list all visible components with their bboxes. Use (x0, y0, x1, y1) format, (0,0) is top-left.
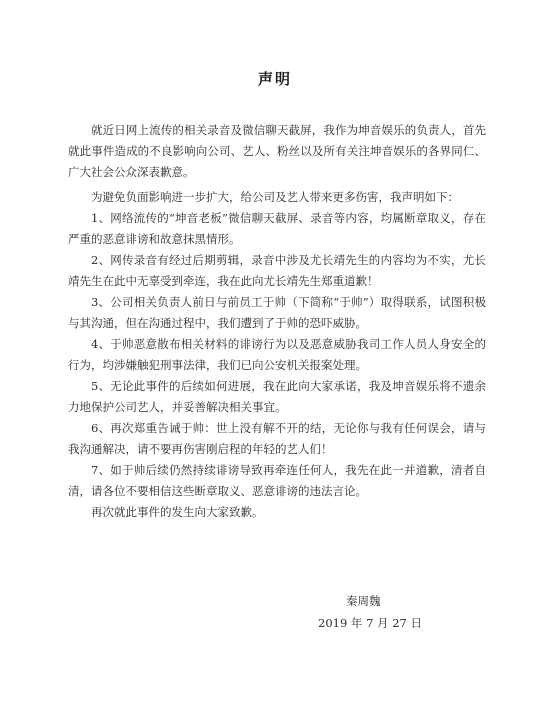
signature-date: 2019 年 7 月 27 日 (318, 616, 422, 630)
paragraph-closing: 再次就此事件的发生向大家致歉。 (91, 505, 264, 519)
paragraph-item-5: 5、无论此事件的后续如何进展，我在此向大家承诺，我及坤音娱乐将不遗余力地保护公司艺人，并妥善解决相关事宜。 (68, 379, 486, 414)
paragraph-item-3: 3、公司相关负责人前日与前员工于帅（下简称“于帅”）取得联系，试图积极与其沟通，但在沟通过程中，我们遭到了于帅的恐吓威胁。 (68, 295, 486, 330)
paragraph-intro: 就近日网上流传的相关录音及微信聊天截屏，我作为坤音娱乐的负责人，首先就此事件造成的不良影响向公司、艺人、粉丝以及所有关注坤音娱乐的各界同仁、广大社会公众深表歉意。 (68, 123, 486, 179)
signature-name: 秦周魏 (346, 594, 381, 608)
paragraph-item-6: 6、再次郑重告诫于帅：世上没有解不开的结，无论你与我有任何误会，请与我沟通解决，请不要再伤害刚启程的年轻的艺人们！ (68, 421, 486, 456)
document-body (68, 120, 486, 523)
paragraph-item-7: 7、如于帅后续仍然持续诽谤导致再牵连任何人，我先在此一并道歉，清者自清，请各位不要相信这些断章取义、恶意诽谤的违法言论。 (68, 463, 486, 498)
paragraph-item-2: 2、网传录音有经过后期剪辑，录音中涉及尤长靖先生的内容均为不实，尤长靖先生在此中无辜受到牵连，我在此向尤长靖先生郑重道歉！ (68, 253, 486, 288)
document-title: 声明 (257, 70, 292, 88)
paragraph-preamble: 为避免负面影响进一步扩大，给公司及艺人带来更多伤害，我声明如下： (91, 190, 459, 204)
paragraph-item-1: 1、网络流传的“坤音老板”微信聊天截屏、录音等内容，均属断章取义，存在严重的恶意诽谤和故意抹黑情形。 (68, 211, 486, 246)
signature-block (318, 590, 518, 634)
paragraph-item-4: 4、于帅恶意散布相关材料的诽谤行为以及恶意威胁我司工作人员人身安全的行为，均涉嫌触犯刑事法律，我们已向公安机关报案处理。 (68, 337, 486, 372)
